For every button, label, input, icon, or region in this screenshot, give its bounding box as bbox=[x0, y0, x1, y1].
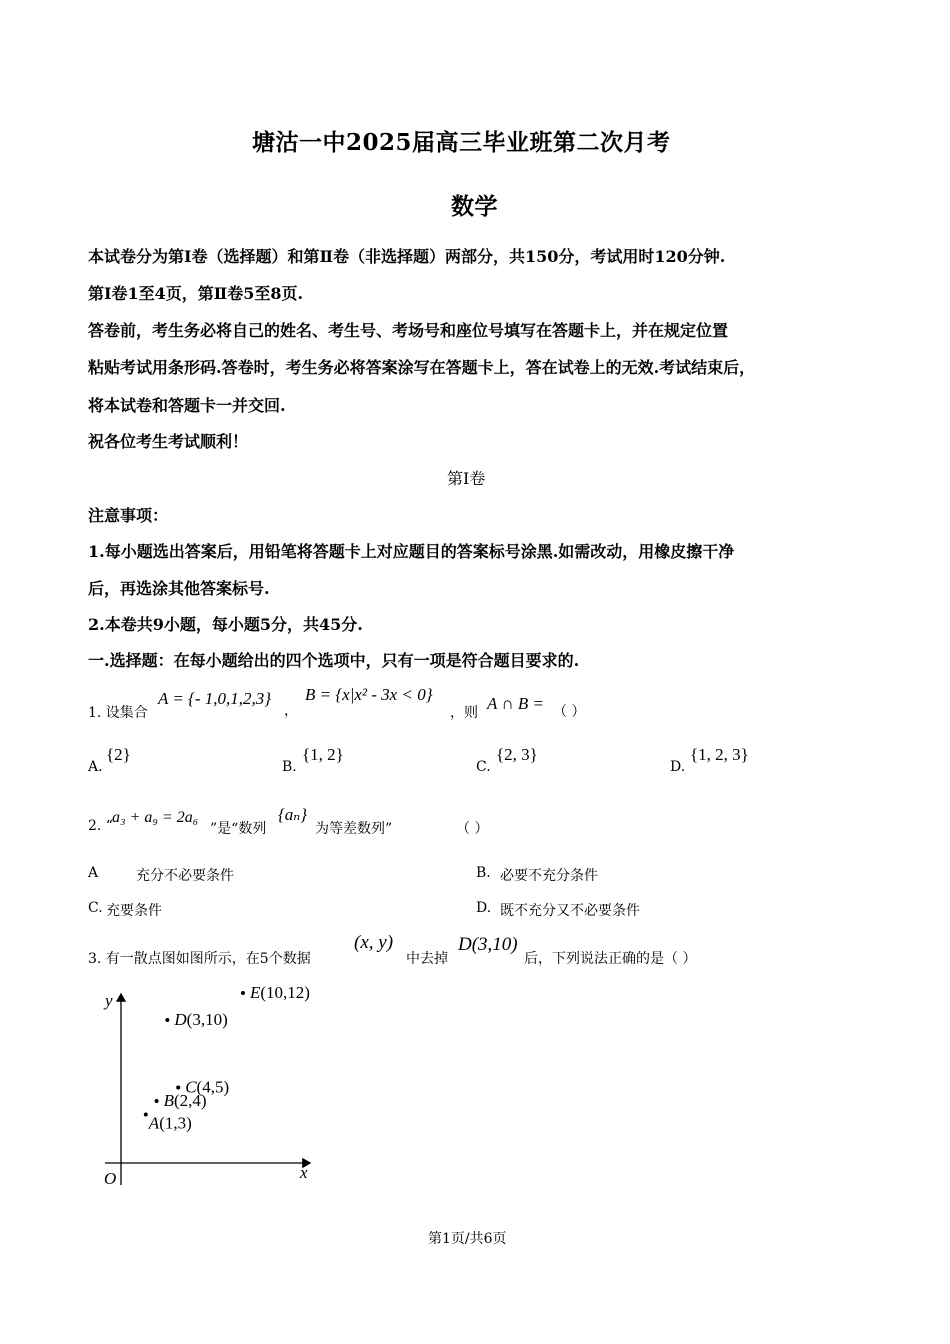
q1-set-b: B = {x|x² - 3x < 0} bbox=[305, 685, 433, 704]
intro-line-4: 粘贴考试用条形码.答卷时，考生务必将答案涂写在答题卡上，答在试卷上的无效.考试结束后， bbox=[88, 358, 756, 377]
q2-option-d-text: 既不充分又不必要条件 bbox=[500, 903, 640, 919]
page-number: 第1页/共6页 bbox=[428, 1231, 507, 1247]
scatter-point-e bbox=[241, 991, 245, 995]
q2-option-d-letter: D. bbox=[476, 900, 492, 916]
subject-title: 数学 bbox=[451, 193, 498, 220]
q2-option-b-letter: B. bbox=[476, 865, 491, 881]
q1-option-d-letter: D. bbox=[670, 759, 686, 775]
q1-comma: ， bbox=[284, 703, 298, 719]
q1-option-a-letter: A. bbox=[88, 759, 103, 775]
scatter-point-d bbox=[165, 1018, 169, 1022]
q2-mid: ”是“数列 bbox=[210, 821, 267, 837]
q2-option-a-text: 充分不必要条件 bbox=[136, 868, 234, 884]
q2-option-a-letter: A bbox=[88, 865, 99, 881]
intro-line-6: 祝各位考生考试顺利！ bbox=[88, 432, 249, 451]
q2-suffix: 为等差数列” bbox=[315, 821, 393, 837]
scatter-point-b bbox=[155, 1099, 159, 1103]
q1-answer-paren: （ ） bbox=[553, 704, 586, 720]
q1-option-c-value: {2, 3} bbox=[496, 745, 538, 764]
q1-option-d-value: {1, 2, 3} bbox=[690, 745, 749, 764]
q1-option-c-letter: C. bbox=[476, 759, 491, 775]
notice-1a: 1.每小题选出答案后，用铅笔将答题卡上对应题目的答案标号涂黑.如需改动，用橡皮擦干净 bbox=[88, 542, 735, 561]
q2-answer-paren: （ ） bbox=[456, 821, 489, 837]
q1-prefix: 1. 设集合 bbox=[88, 705, 148, 721]
scatter-point-a bbox=[144, 1113, 148, 1117]
q2-expression: a₃ + a₉ = 2a₆ bbox=[112, 809, 199, 826]
q1-then: ，则 bbox=[450, 705, 478, 721]
notice-title: 注意事项： bbox=[88, 506, 169, 525]
q3-suffix: 后，下列说法正确的是（ ） bbox=[524, 951, 697, 967]
q1-expression: A ∩ B = bbox=[487, 694, 544, 713]
exam-title: 塘沽一中2025届高三毕业班第二次月考 bbox=[252, 129, 671, 156]
scatter-label-e: E(10,12) bbox=[250, 983, 310, 1002]
q2-sequence: {aₙ} bbox=[278, 805, 307, 824]
q3-pair: (x, y) bbox=[354, 932, 394, 953]
q2-option-c-text: 充要条件 bbox=[106, 903, 162, 919]
intro-line-1: 本试卷分为第Ⅰ卷（选择题）和第Ⅱ卷（非选择题）两部分，共150分，考试用时120分钟. bbox=[88, 247, 726, 266]
section-label: 第Ⅰ卷 bbox=[447, 469, 486, 488]
notice-1b: 后，再选涂其他答案标号. bbox=[88, 579, 270, 598]
q2-prefix: 2. “ bbox=[88, 818, 113, 834]
intro-line-5: 将本试卷和答题卡一并交回. bbox=[88, 396, 286, 415]
q2-option-b-text: 必要不充分条件 bbox=[500, 868, 598, 884]
scatter-plot bbox=[95, 980, 345, 1190]
origin-label: O bbox=[104, 1169, 117, 1188]
y-axis-label: y bbox=[105, 991, 113, 1010]
q1-set-a: A = {- 1,0,1,2,3} bbox=[158, 689, 272, 708]
q3-mid: 中去掉 bbox=[406, 951, 448, 967]
q1-option-a-value: {2} bbox=[106, 745, 131, 764]
intro-line-3: 答卷前，考生务必将自己的姓名、考生号、考场号和座位号填写在答题卡上，并在规定位置 bbox=[88, 321, 729, 340]
q1-option-b-letter: B. bbox=[282, 759, 297, 775]
x-axis-label: x bbox=[300, 1163, 308, 1182]
scatter-label-a: A(1,3) bbox=[148, 1113, 192, 1133]
part-heading: 一.选择题：在每小题给出的四个选项中，只有一项是符合题目要求的. bbox=[88, 651, 580, 670]
scatter-point-c bbox=[176, 1086, 180, 1090]
scatter-label-d: D(3,10) bbox=[174, 1010, 228, 1029]
intro-line-2: 第Ⅰ卷1至4页，第Ⅱ卷5至8页. bbox=[88, 284, 304, 303]
q2-option-c-letter: C. bbox=[88, 900, 103, 916]
scatter-label-b: B(2,4) bbox=[163, 1091, 207, 1110]
notice-2: 2.本卷共9小题，每小题5分，共45分. bbox=[88, 615, 363, 634]
scatter-label-c: C(4,5) bbox=[185, 1077, 230, 1097]
q3-point: D(3,10) bbox=[458, 934, 518, 955]
q3-prefix: 3. 有一散点图如图所示，在5个数据 bbox=[88, 951, 311, 967]
q1-option-b-value: {1, 2} bbox=[302, 745, 344, 764]
